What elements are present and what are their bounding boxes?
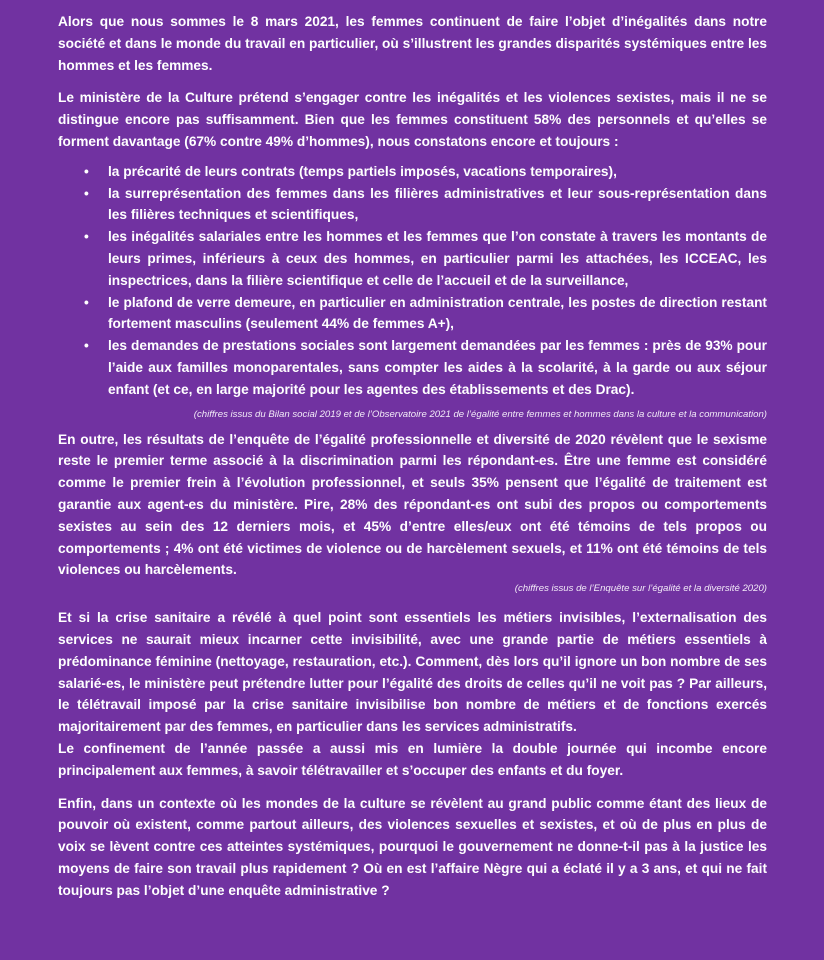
bullet-icon: • xyxy=(84,294,89,310)
list-item: • les inégalités salariales entre les hommes et les femmes que l’on constate à travers les montants de leurs primes, inférieurs à ceux des hommes, en particulier parmi les attachées, les ICCEAC, les inspectrices, dans la filière scientifique et celle de l’accueil et de la surveillance, xyxy=(108,226,767,291)
bullet-icon: • xyxy=(84,338,89,354)
list-item: • la surreprésentation des femmes dans les filières administratives et leur sous-représentation dans les filières techniques et scientifiques, xyxy=(108,183,767,227)
bullet-icon: • xyxy=(84,185,89,201)
paragraph-ministry-claims: Le ministère de la Culture prétend s’engager contre les inégalités et les violences sexistes, mais il ne se distingue encore pas suffisamment. Bien que les femmes constituent 58% des personnels et qu’elles se forment davantage (67% contre 49% d’hommes), nous constatons encore et toujours : xyxy=(58,90,767,149)
inequalities-list xyxy=(58,161,767,401)
document-body xyxy=(58,11,767,901)
source-note-bilan-social: (chiffres issus du Bilan social 2019 et de l’Observatoire 2021 de l’égalité entre femmes et hommes dans la culture et la communication) xyxy=(193,408,767,420)
bullet-icon: • xyxy=(84,163,89,179)
paragraph-intro-date: Alors que nous sommes le 8 mars 2021, les femmes continuent de faire l’objet d’inégalités dans notre société et dans le monde du travail en particulier, où s’illustrent les grandes disparités systémiques entre les hommes et les femmes. xyxy=(58,14,767,73)
list-item: • la précarité de leurs contrats (temps partiels imposés, vacations temporaires), xyxy=(108,161,767,183)
list-item: • le plafond de verre demeure, en particulier en administration centrale, les postes de direction restant fortement masculins (seulement 44% de femmes A+), xyxy=(108,292,767,336)
bullet-icon: • xyxy=(84,229,89,245)
paragraph-lockdown: Le confinement de l’année passée a aussi mis en lumière la double journée qui incombe encore principalement aux femmes, à savoir télétravailler et s’occuper des enfants et du foyer. xyxy=(58,740,767,778)
paragraph-conclusion: Enfin, dans un contexte où les mondes de la culture se révèlent au grand public comme étant des lieux de pouvoir où existent, comme partout ailleurs, des violences sexuelles et sexistes, et où de plus en plus de voix se lèvent contre ces atteintes systémiques, pourquoi le gouvernement ne donne-t-il pas à la justice les moyens de faire son travail plus rapidement ? Où en est l’affaire Nègre qui a éclaté il y a 3 ans, et qui ne fait toujours pas l’objet d’une enquête administrative ? xyxy=(58,795,767,898)
paragraph-survey-results: En outre, les résultats de l’enquête de l’égalité professionnelle et diversité de 2020 révèlent que le sexisme reste le premier terme associé à la discrimination parmi les répondant-es. Être une femme est considéré comme le premier frein à l’évolution professionnel, et seuls 35% pensent que l’égalité de traitement est garantie aux agent-es du ministère. Pire, 28% des répondant-es ont subi des propos ou comportements sexistes au sein des 12 derniers mois, et 45% d’entre elles/eux ont été témoins de tels propos ou comportements ; 4% ont été victimes de violence ou de harcèlement sexuels, et 11% ont été témoins de tels violences ou harcèlements. xyxy=(58,431,767,578)
source-note-enquete: (chiffres issus de l’Enquête sur l’égalité et la diversité 2020) xyxy=(514,583,767,595)
paragraph-health-crisis: Et si la crise sanitaire a révélé à quel point sont essentiels les métiers invisibles, l’externalisation des services ne saurait mieux incarner cette invisibilité, avec une grande partie de métiers essentiels à prédominance féminine (nettoyage, restauration, etc.). Comment, dès lors qu’il ignore un bon nombre de ses salarié-es, le ministère peut prétendre lutter pour l’égalité des droits de celles qu’il ne voit pas ? Par ailleurs, le télétravail imposé par la crise sanitaire invisibilise bon nombre de métiers et de fonctions exercés majoritairement par des femmes, en particulier dans les services administratifs. xyxy=(58,610,767,735)
list-item: • les demandes de prestations sociales sont largement demandées par les femmes : près de 93% pour l’aide aux familles monoparentales, sans compter les aides à la scolarité, à la garde ou aux séjour enfant (et ce, en large majorité pour les agentes des établissements et des Drac). xyxy=(108,335,767,400)
